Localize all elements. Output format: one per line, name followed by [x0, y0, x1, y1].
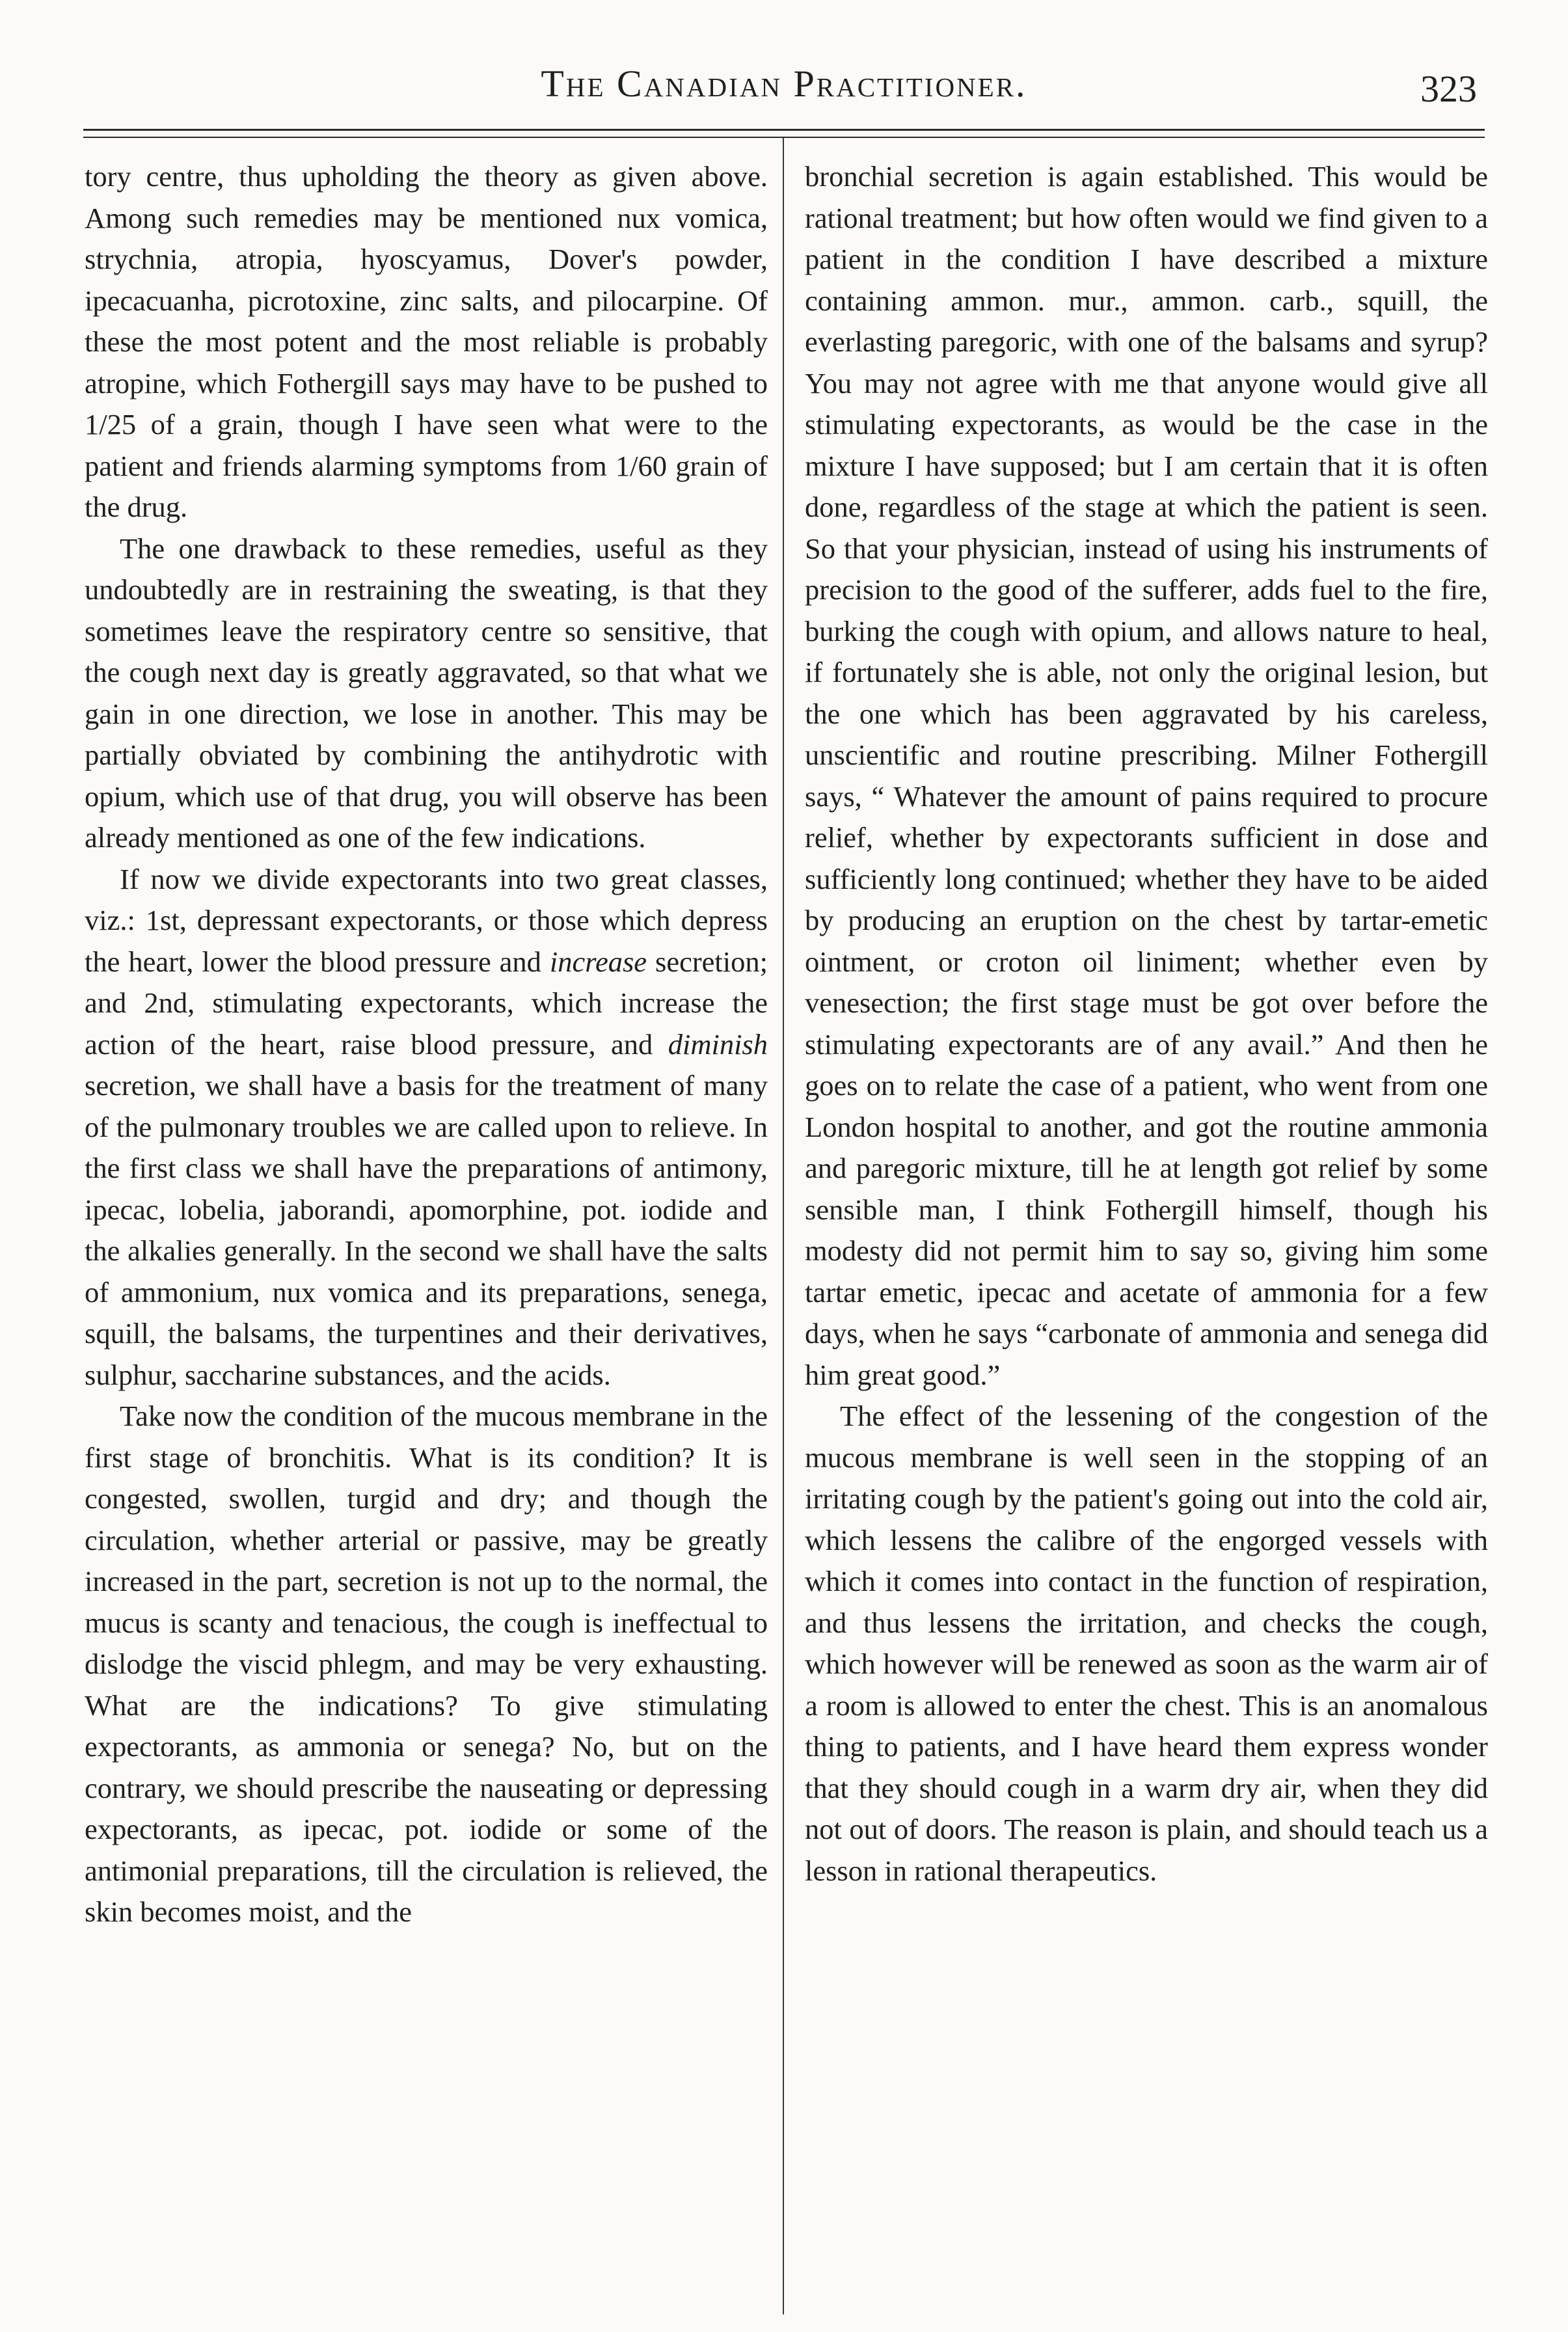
- paragraph: [805, 1396, 1488, 1891]
- journal-title: The Canadian Practitioner.: [541, 62, 1027, 105]
- text-run: secretion; and 2nd, stimulating expectorants, which increase the action of the heart, raise blood pressure, and: [85, 945, 768, 1061]
- text-run: bronchial secretion is again established. This would be rational treatment; but how often would we find given to a patient in the condition I have described a mixture containing ammon. mur., ammon. carb., squill, the everlasting paregoric, with one of the balsams and syrup? You may not agree with me that anyone would give all stimulating expectorants, as would be the case in the mixture I have supposed; but I am certain that it is often done, regardless of the stage at which the patient is seen. So that your physician, instead of using his instruments of precision to the good of the sufferer, adds fuel to the fire, burking the cough with opium, and allows nature to heal, if fortunately she is able, not only the original lesion, but the one which has been aggravated by his careless, unscientific and routine prescribing. Milner Fothergill says, “ Whatever the amount of pains required to procure relief, whether by expectorants sufficient in dose and sufficiently long continued; whether they have to be aided by producing an eruption on the chest by tartar-emetic ointment, or croton oil liniment; whether even by venesection; the first stage must be got over before the stimulating expectorants are of any avail.” And then he goes on to relate the case of a patient, who went from one London hospital to another, and got the routine ammonia and paregoric mixture, till he at length got relief by some sensible man, I think Fothergill himself, though his modesty did not permit him to say so, giving him some tartar emetic, ipecac and acetate of ammonia for a few days, when he says “carbonate of ammonia and senega did him great good.”: [805, 160, 1488, 1391]
- paragraph: [805, 156, 1488, 1396]
- paragraph: [85, 156, 768, 528]
- left-column: [85, 156, 768, 1933]
- header-rule-thick: [83, 129, 1485, 131]
- text-run: tory centre, thus upholding the theory as given above. Among such remedies may be mentioned nux vomica, strychnia, atropia, hyoscyamus, Dover's powder, ipecacuanha, picrotoxine, zinc salts, and pilocarpine. Of these the most potent and the most reliable is probably atropine, which Fothergill says may have to be pushed to 1/25 of a grain, though I have seen what were to the patient and friends alarming symptoms from 1/60 grain of the drug.: [85, 160, 768, 523]
- paragraph: [85, 859, 768, 1396]
- column-divider: [783, 138, 784, 2314]
- text-run: The one drawback to these remedies, useful as they undoubtedly are in restraining the sweating, is that they sometimes leave the respiratory centre so sensitive, that the cough next day is greatly aggravated, so that what we gain in one direction, we lose in another. This may be partially obviated by combining the antihydrotic with opium, which use of that drug, you will observe has been already mentioned as one of the few indications.: [85, 532, 768, 854]
- header-rule-thin: [83, 137, 1485, 138]
- paragraph: [85, 528, 768, 859]
- text-run: If now we divide expectorants into two great classes, viz.: 1st, depressant expectorants, or those which depress the heart, lower the blood pressure and: [85, 862, 768, 978]
- running-head: [0, 62, 1568, 114]
- page-number: 323: [1420, 68, 1477, 110]
- italic-run: diminish: [668, 1027, 768, 1061]
- text-run: Take now the condition of the mucous membrane in the first stage of bronchitis. What is its condition? It is congested, swollen, turgid and dry; and though the circulation, whether arterial or passive, may be greatly increased in the part, secretion is not up to the normal, the mucus is scanty and tenacious, the cough is ineffectual to dislodge the viscid phlegm, and may be very exhausting. What are the indications? To give stimulating expectorants, as ammonia or senega? No, but on the contrary, we should prescribe the nauseating or depressing expectorants, as ipecac, pot. iodide or some of the antimonial preparations, till the circulation is relieved, the skin becomes moist, and the: [85, 1400, 768, 1928]
- text-run: secretion, we shall have a basis for the treatment of many of the pulmonary troubles we are called upon to relieve. In the first class we shall have the preparations of antimony, ipecac, lobelia, jaborandi, apomorphine, pot. iodide and the alkalies generally. In the second we shall have the salts of ammonium, nux vomica and its preparations, senega, squill, the balsams, the turpentines and their derivatives, sulphur, saccharine substances, and the acids.: [85, 1069, 768, 1391]
- text-run: The effect of the lessening of the congestion of the mucous membrane is well seen in the stopping of an irritating cough by the patient's going out into the cold air, which lessens the calibre of the engorged vessels with which it comes into contact in the function of respiration, and thus lessens the irritation, and checks the cough, which however will be renewed as soon as the warm air of a room is allowed to enter the chest. This is an anomalous thing to patients, and I have heard them express wonder that they should cough in a warm dry air, when they did not out of doors. The reason is plain, and should teach us a lesson in rational therapeutics.: [805, 1400, 1488, 1887]
- italic-run: increase: [549, 945, 647, 978]
- paragraph: [85, 1396, 768, 1933]
- right-column: [805, 156, 1488, 1891]
